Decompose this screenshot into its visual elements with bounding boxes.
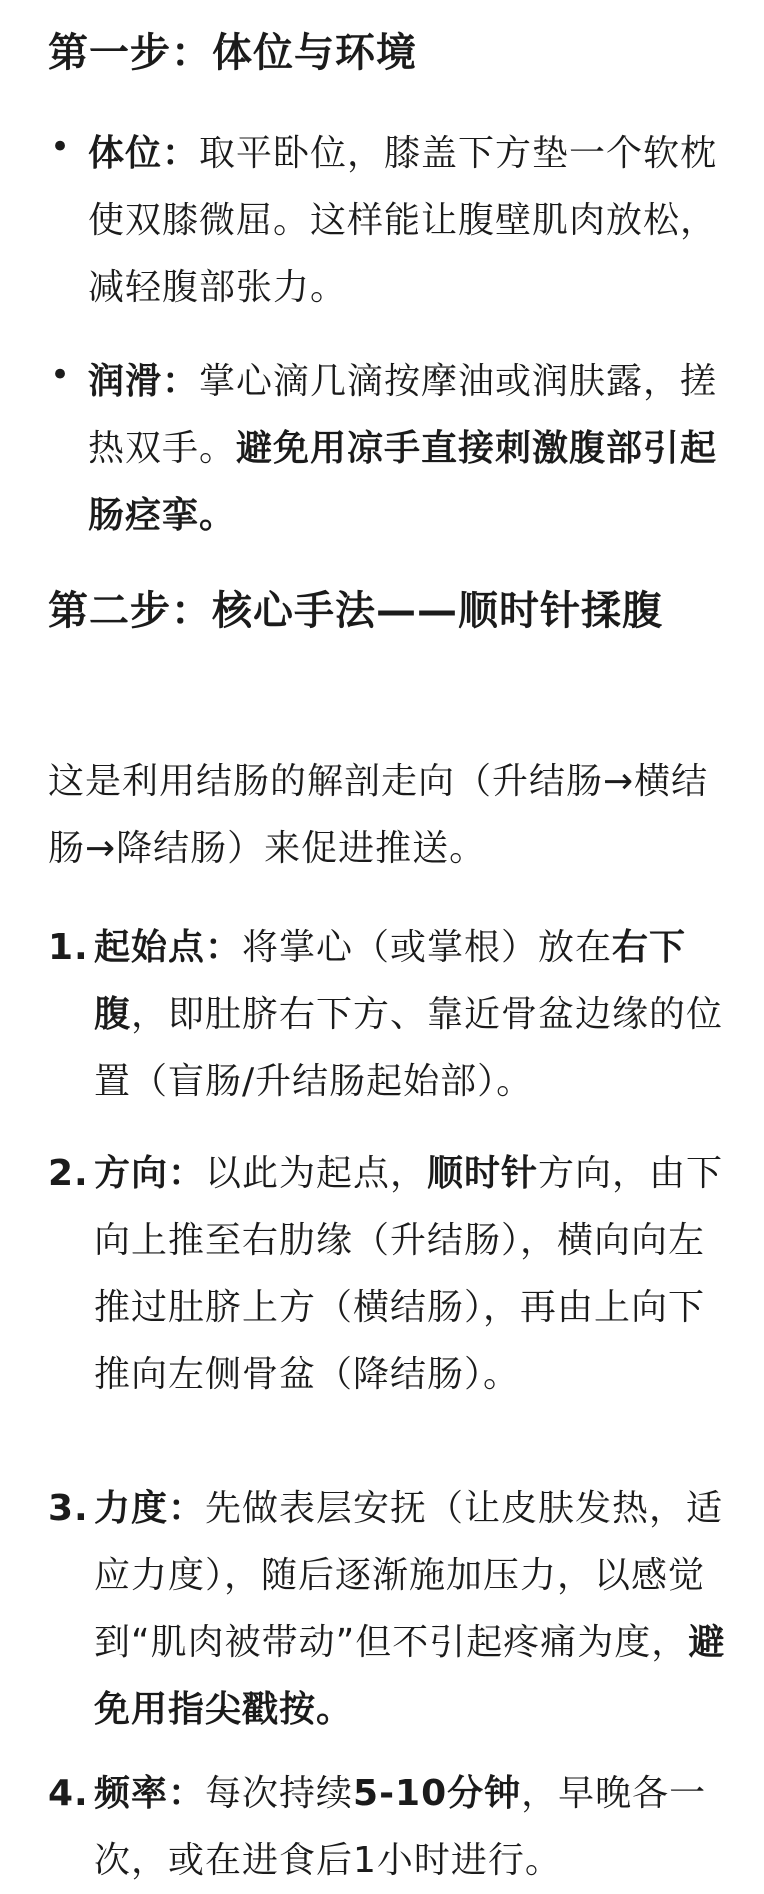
list-item-pressure — [48, 1475, 738, 1743]
bullet-label: 润滑： — [88, 361, 200, 402]
bullet-body: 掌心滴几滴按摩油或润肤露，搓热双手。 — [88, 361, 718, 469]
bullet-body-bold: 避免用凉手直接刺激腹部引起肠痉挛。 — [88, 428, 718, 536]
bullet-label: 体位： — [88, 133, 200, 174]
list-number: 4. — [48, 1773, 89, 1814]
list-label: 方向： — [94, 1153, 206, 1194]
list-text — [94, 1760, 738, 1894]
bullet-text — [88, 120, 728, 321]
section2-heading: 第二步：核心手法——顺时针揉腹 — [48, 588, 663, 634]
list-body-a: 先做表层安抚（让皮肤发热，适应力度），随后逐渐施加压力，以感觉到“肌肉被带动”但不引起疼痛为度， — [94, 1488, 724, 1663]
list-body-bold: 避免用指尖戳按。 — [94, 1622, 726, 1730]
list-body-b: ，即肚脐右下方、靠近骨盆边缘的位置（盲肠/升结肠起始部）。 — [94, 994, 724, 1102]
list-text — [94, 1140, 738, 1408]
bullet-dot: • — [50, 127, 72, 167]
list-label: 起始点： — [94, 927, 243, 968]
list-body-b: ，早晚各一次，或在进食后1小时进行。 — [94, 1773, 707, 1881]
list-item-direction — [48, 1140, 738, 1408]
list-body-a: 将掌心（或掌根）放在 — [242, 927, 613, 968]
list-text — [94, 914, 738, 1115]
list-text — [94, 1475, 738, 1743]
list-number: 1. — [48, 927, 89, 968]
bullet-item-lubrication — [48, 348, 728, 549]
list-body-bold: 5-10分钟 — [353, 1773, 522, 1814]
list-body-a: 以此为起点， — [205, 1153, 428, 1194]
list-item-start-point — [48, 914, 738, 1115]
bullet-body: 取平卧位，膝盖下方垫一个软枕使双膝微屈。这样能让腹壁肌肉放松，减轻腹部张力。 — [88, 133, 718, 308]
list-label: 频率： — [94, 1773, 206, 1814]
list-body-a: 每次持续 — [205, 1773, 354, 1814]
bullet-item-position — [48, 120, 728, 321]
list-body-bold: 右下腹 — [94, 927, 687, 1035]
list-label: 力度： — [94, 1488, 206, 1529]
bullet-dot: • — [50, 355, 72, 395]
list-body-bold: 顺时针 — [427, 1153, 539, 1194]
bullet-text — [88, 348, 728, 549]
section2-intro: 这是利用结肠的解剖走向（升结肠→横结肠→降结肠）来促进推送。 — [48, 761, 709, 869]
section1-heading: 第一步：体位与环境 — [48, 30, 417, 76]
list-body-b: 方向，由下向上推至右肋缘（升结肠），横向向左推过肚脐上方（横结肠），再由上向下推向左侧骨盆（降结肠）。 — [94, 1153, 724, 1395]
list-number: 2. — [48, 1153, 89, 1194]
list-number: 3. — [48, 1488, 89, 1529]
list-item-frequency — [48, 1760, 738, 1894]
